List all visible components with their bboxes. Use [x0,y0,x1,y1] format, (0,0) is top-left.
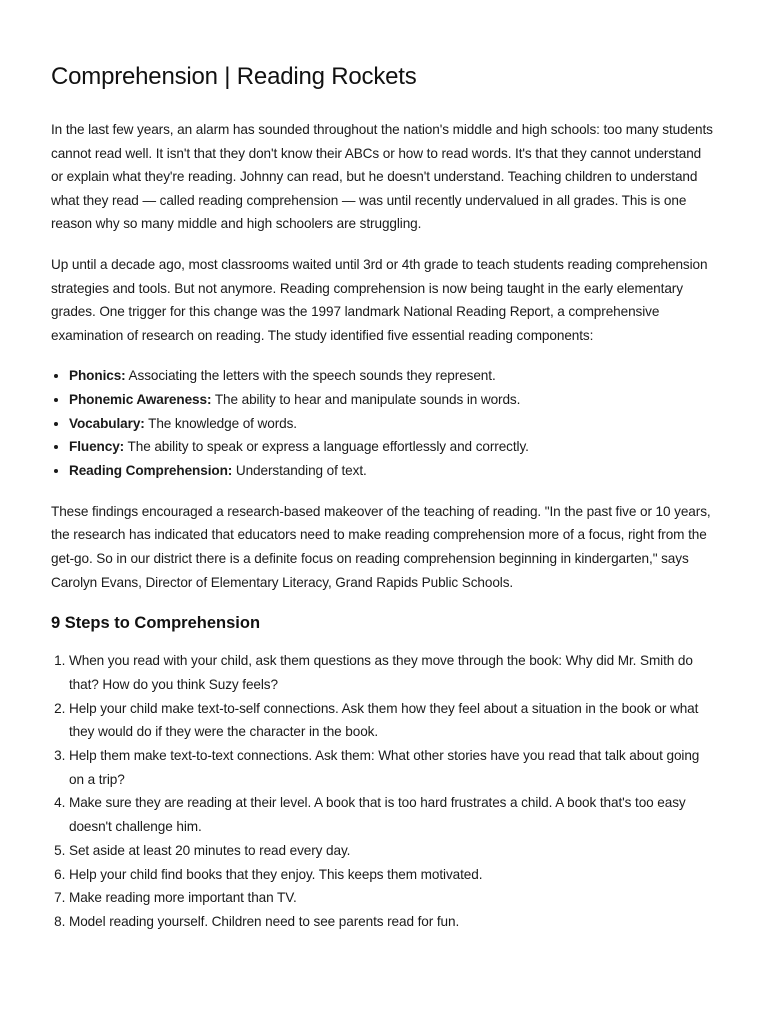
list-item: 3. Help them make text-to-text connections. Ask them: What other stories have you read that talk about going on a trip? [69,744,716,791]
list-item [69,459,716,483]
page-title: Comprehension | Reading Rockets [51,63,417,90]
reading-components-list [51,364,716,483]
list-item: 1. When you read with your child, ask them questions as they move through the book: Why did Mr. Smith do that? How do you think Suzy feels? [69,649,716,696]
list-item [69,412,716,436]
component-term: Fluency: [69,439,125,455]
steps-list [51,649,716,933]
component-term: Reading Comprehension: [69,463,233,479]
intro-paragraph: In the last few years, an alarm has sounded throughout the nation's middle and high schools: too many students cannot read well. It isn't that they don't know their ABCs or how to read words. It's that they cannot understand or explain what they're reading. Johnny can read, but he doesn't understand. Teaching children to understand what they read — called reading comprehension — was until recently undervalued in all grades. This is one reason why so many middle and high schoolers are struggling. [51,122,713,232]
list-item: 2. Help your child make text-to-self connections. Ask them how they feel about a situation in the book or what they would do if they were the character in the book. [69,697,716,744]
list-item [69,435,716,459]
findings-paragraph: These findings encouraged a research-based makeover of the teaching of reading. "In the past five or 10 years, the research has indicated that educators need to make reading comprehension more of a focus, right from the get-go. So in our district there is a definite focus on reading comprehension beginning in kindergarten," says Carolyn Evans, Director of Elementary Literacy, Grand Rapids Public Schools. [51,503,711,590]
list-item: 4. Make sure they are reading at their level. A book that is too hard frustrates a child. A book that's too easy doesn't challenge him. [69,791,716,838]
list-item: 7. Make reading more important than TV. [69,886,716,910]
list-item: 8. Model reading yourself. Children need to see parents read for fun. [69,910,716,934]
component-term: Vocabulary: [69,415,145,431]
component-term: Phonemic Awareness: [69,392,212,408]
section-heading: 9 Steps to Comprehension [51,614,261,633]
component-definition: Understanding of text. [232,463,367,479]
component-definition: Associating the letters with the speech sounds they represent. [125,368,496,384]
list-item [69,388,716,412]
list-item: 5. Set aside at least 20 minutes to read every day. [69,839,716,863]
history-paragraph: Up until a decade ago, most classrooms waited until 3rd or 4th grade to teach students reading comprehension strategies and tools. But not anymore. Reading comprehension is now being taught in the early elementary grades. One trigger for this change was the 1997 landmark National Reading Report, a comprehensive examination of research on reading. The study identified five essential reading components: [51,256,708,343]
component-definition: The knowledge of words. [144,415,297,431]
component-definition: The ability to speak or express a language effortlessly and correctly. [124,439,529,455]
list-item [69,364,716,388]
component-term: Phonics: [69,368,126,384]
list-item: 6. Help your child find books that they enjoy. This keeps them motivated. [69,863,716,887]
component-definition: The ability to hear and manipulate sounds in words. [211,392,521,408]
